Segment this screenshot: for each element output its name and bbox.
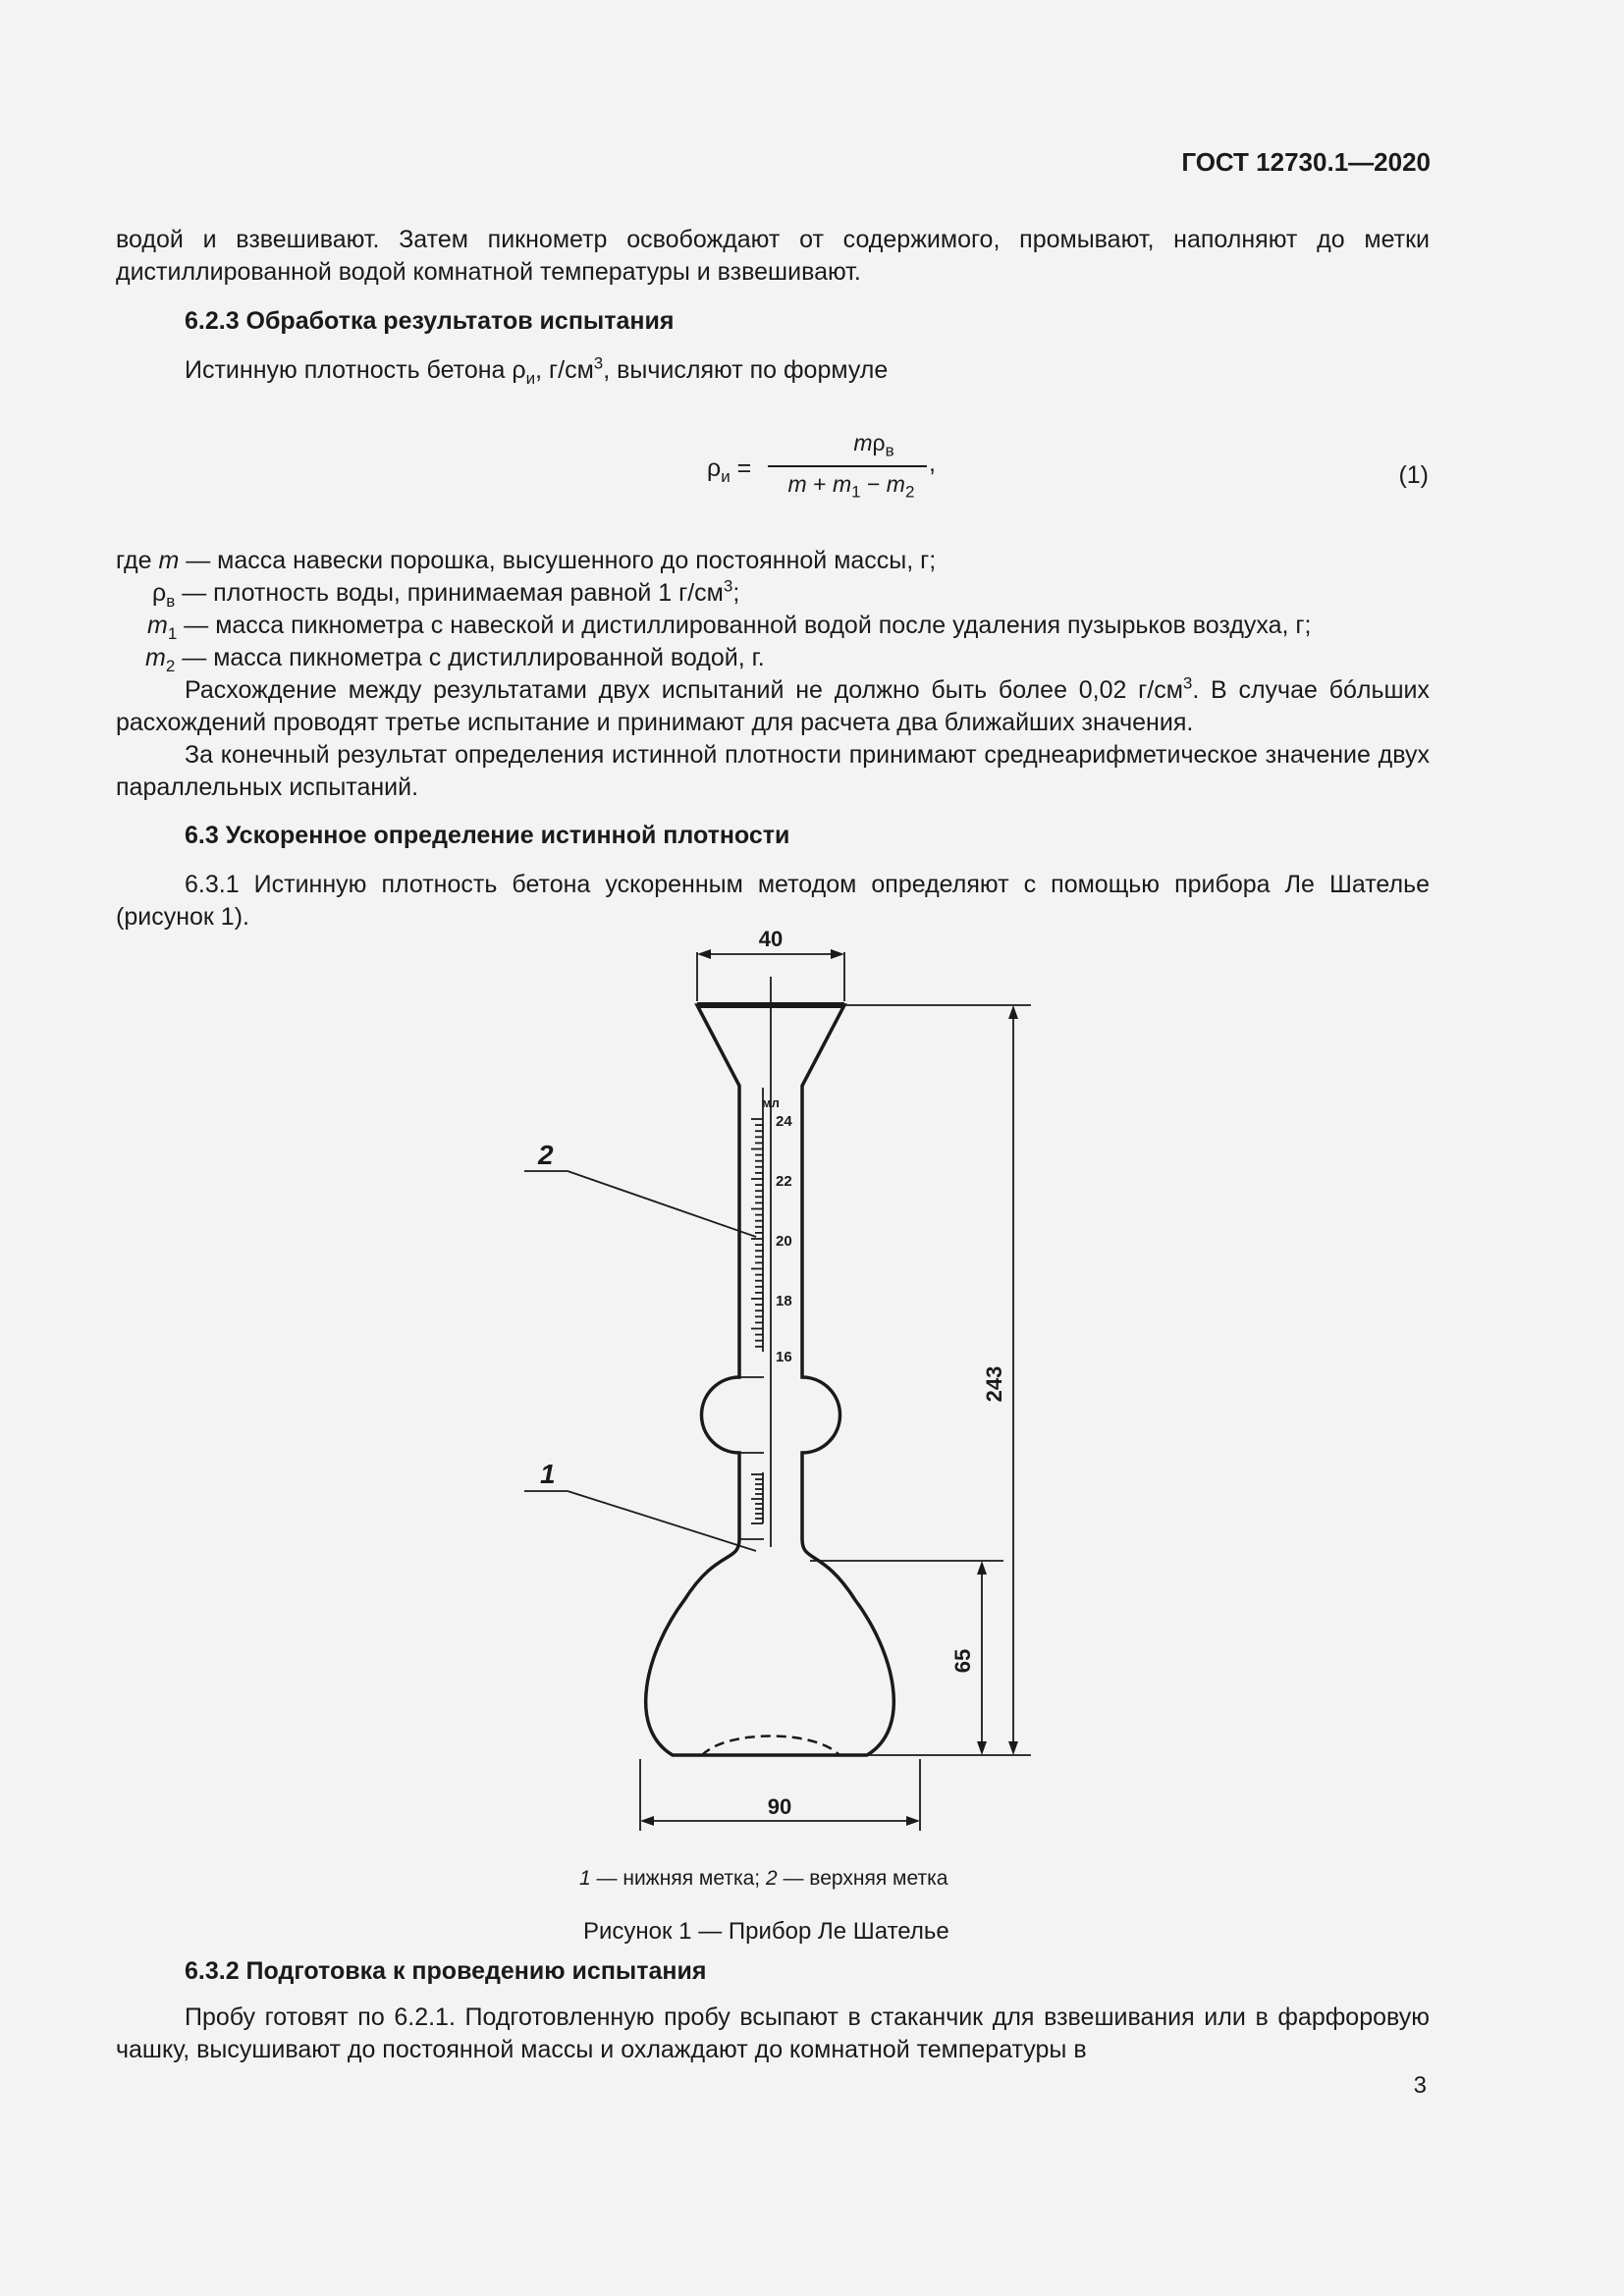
dim-label-top: 40 (758, 927, 784, 951)
where-line-m: где m — масса навески порошка, высушенного до постоянной массы, г; (116, 547, 937, 574)
equation-number: (1) (1398, 461, 1429, 489)
paragraph-intro: водой и взвешивают. Затем пикнометр освобождают от содержимого, промывают, наполняют до метки дистиллированной водой комнатной температуры и взвешивают. (116, 226, 1430, 286)
scale-label-22: 22 (776, 1173, 792, 1190)
le-chatelier-flask-figure (511, 923, 1041, 1836)
callout-2-label: 2 (538, 1140, 554, 1170)
formula-comma: , (929, 450, 936, 477)
scale-label-18: 18 (776, 1293, 792, 1309)
flask-drawing (511, 923, 1041, 1836)
bottom-dashed-arc (702, 1736, 839, 1756)
formula-lhs: $\rho_и$ = (707, 454, 752, 486)
where-line-rho: $\rho_в$ — плотность воды, принимаемая равной 1 $г/см^3$; (152, 576, 740, 611)
paragraph-final-result: За конечный результат определения истинной плотности принимают среднеарифметическое значение двух параллельных испытаний. (116, 741, 1430, 801)
paragraph-divergence: Расхождение между результатами двух испытаний не должно быть более 0,02 $г/см^3$. В случае бóльших расхождений проводят третье испытание и принимают для расчета два ближайших значения. (116, 673, 1430, 736)
section-heading-623: 6.2.3 Обработка результатов испытания (185, 307, 675, 335)
upper-scale-ticks (751, 1119, 763, 1347)
scale-label-20: 20 (776, 1233, 792, 1250)
fraction-bar (768, 465, 927, 467)
callout-1-label: 1 (540, 1459, 556, 1489)
section-heading-632: 6.3.2 Подготовка к проведению испытания (185, 1957, 707, 1985)
where-line-m2: $m_2$ — масса пикнометра с дистиллированной водой, г. (145, 644, 765, 675)
figure-caption: Рисунок 1 — Прибор Ле Шателье (583, 1918, 949, 1945)
callout-1-leader (568, 1491, 756, 1551)
dim-label-bottom: 90 (767, 1794, 792, 1819)
document-id-header: ГОСТ 12730.1—2020 (1181, 147, 1431, 177)
page-number: 3 (1413, 2072, 1427, 2099)
section-heading-63: 6.3 Ускоренное определение истинной плотности (185, 822, 790, 849)
paragraph-631: 6.3.1 Истинную плотность бетона ускоренным методом определяют с помощью прибора Ле Шателье (рисунок 1). (116, 871, 1430, 931)
flask-outline (646, 1005, 894, 1755)
paragraph-632: Пробу готовят по 6.2.1. Подготовленную пробу всыпают в стаканчик для взвешивания или в фарфоровую чашку, высушивают до постоянной массы и охлаждают до комнатной температуры в (116, 2003, 1430, 2063)
figure-legend: 1 — нижняя метка; 2 — верхняя метка (579, 1867, 948, 1890)
dim-label-height: 243 (982, 1365, 1006, 1403)
scale-label-24: 24 (776, 1113, 792, 1130)
formula-numerator: $m\rho_в$ (853, 430, 894, 460)
scale-unit-label: мл (762, 1095, 780, 1110)
where-line-m1: $m_1$ — масса пикнометра с навеской и дистиллированной водой после удаления пузырьков воздуха, г; (147, 612, 1312, 643)
paragraph-formula-intro: Истинную плотность бетона $\rho_и$, $г/см^3$, вычисляют по формуле (185, 353, 889, 388)
scale-label-16: 16 (776, 1349, 792, 1365)
dim-label-lower: 65 (950, 1648, 975, 1674)
formula-denominator: $m + m_1 - m_2$ (787, 471, 915, 502)
callout-2-leader (568, 1171, 756, 1237)
lower-scale-ticks (751, 1474, 763, 1523)
density-formula (707, 430, 943, 518)
